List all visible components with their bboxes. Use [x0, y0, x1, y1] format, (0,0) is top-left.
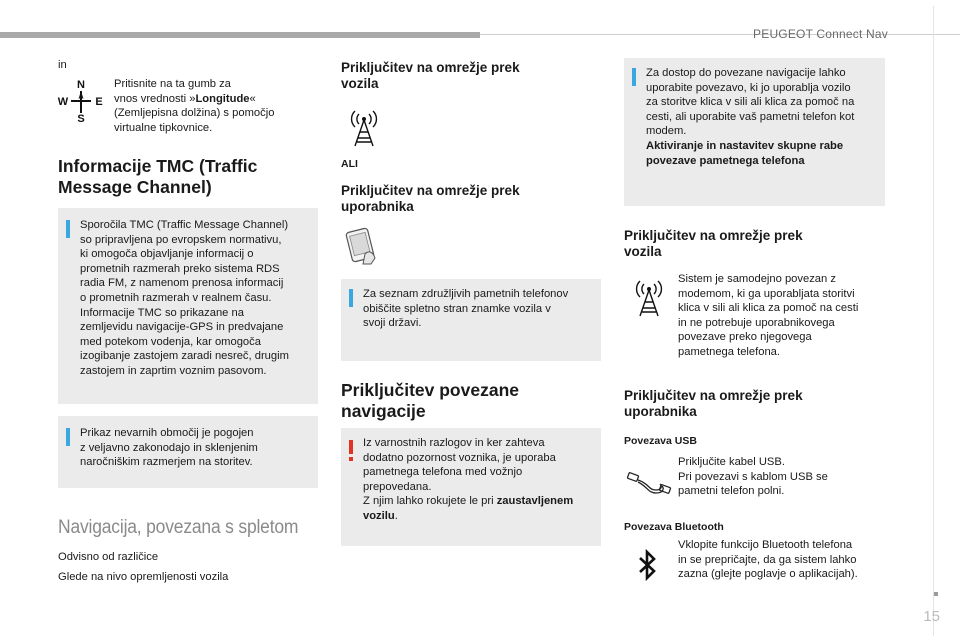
section-title-connected-navigation: Navigacija, povezana s spletom [58, 517, 299, 538]
tmc-info-text: Sporočila TMC (Traffic Message Channel) so pripravljena po evropskem normativu, ki omogoča objavljanje informacij o prometnih razmerah preko sistema RDS radia FM, z namenom prenosa informacij o prometnih razmerah v realnem času. Informacije TMC so prikazane na zemljevidu navigacije-GPS in predvajane med potekom vodenja, kar omogoča izogibanje zastojem zaradi nesreč, drugim zastojem in zaprtim voznim pasovom. [80, 219, 289, 377]
modem-info-text: Za dostop do povezane navigacije lahko uporabite povezavo, ki jo uporablja vozilo za storitve klica v sili ali klica za pomoč na cesti, ali uporabite vaš pametni telefon kot modem. Aktiviranje in nastavitev skupne rabe povezave pametnega telefona [646, 67, 855, 167]
warning-marker [349, 440, 353, 454]
or-label: ALI [341, 158, 358, 170]
info-marker [66, 220, 70, 238]
compass-w: W [57, 96, 69, 108]
page-dot [934, 592, 938, 596]
connected-nav-title: Priključitev povezane navigacije [341, 380, 519, 421]
compass-description: Pritisnite na ta gumb za vnos vrednosti »Longitude« (Zemljepisna dolžina) s pomočjo virtualne tipkovnice. [114, 78, 275, 134]
side-rule [933, 6, 934, 636]
safety-warning-text: Iz varnostnih razlogov in ker zahteva dodatno pozornost voznika, je uporaba pametnega telefona med vožnjo prepovedana. Z njim lahko rokujete le pri zaustavljenem vozilu. [363, 437, 574, 522]
intro-text: in [58, 59, 67, 71]
usb-cable-icon [626, 468, 672, 500]
compass-n: N [77, 79, 85, 91]
tmc-danger-box [58, 416, 318, 488]
tmc-info-box [58, 208, 318, 404]
usb-text: Priključite kabel USB. Pri povezavi s kablom USB se pametni telefon polni. [678, 456, 828, 498]
tmc-title: Informacije TMC (Traffic Message Channel) [58, 156, 258, 197]
bluetooth-icon [637, 548, 659, 582]
vehicle-connection-title-2: Priključitev na omrežje prek vozila [624, 228, 803, 259]
vehicle-connection-text: Sistem je samodejno povezan z modemom, ki ga uporabljata storitvi klica v sili ali klica za pomoč na cesti in ne potrebuje uporabnikovega povezave preko njegovega pametnega telefona. [678, 273, 859, 358]
compass-e: E [95, 96, 103, 108]
version-note: Odvisno od različice [58, 551, 159, 563]
running-header: PEUGEOT Connect Nav [753, 27, 888, 41]
info-marker [632, 68, 636, 86]
equipment-note: Glede na nivo opremljenosti vozila [58, 571, 229, 583]
antenna-icon [346, 108, 382, 148]
bluetooth-text: Vklopite funkcijo Bluetooth telefona in se prepričajte, da ga sistem lahko zazna (glejte poglavje o aplikacijah). [678, 539, 858, 581]
vehicle-connection-title: Priključitev na omrežje prek vozila [341, 60, 520, 91]
info-marker [66, 428, 70, 446]
modem-info-box [624, 58, 885, 206]
tmc-danger-text: Prikaz nevarnih območij je pogojen z veljavno zakonodajo in sklenjenim naročniškim razmerjem na storitev. [80, 427, 258, 469]
page-number: 15 [923, 608, 940, 625]
compass-s: S [77, 113, 85, 124]
header-bar [0, 32, 480, 38]
user-connection-title: Priključitev na omrežje prek uporabnika [341, 183, 520, 214]
usb-label: Povezava USB [624, 435, 697, 447]
bluetooth-label: Povezava Bluetooth [624, 521, 724, 533]
safety-warning-box [341, 428, 601, 546]
warning-marker-dot [349, 457, 353, 461]
smartphone-icon [343, 224, 383, 266]
user-connection-title-2: Priključitev na omrežje prek uporabnika [624, 388, 803, 419]
compass-icon [56, 78, 106, 124]
phones-info-text: Za seznam združljivih pametnih telefonov obiščite spletno stran znamke vozila v svoji državi. [363, 288, 569, 330]
antenna-icon [631, 278, 667, 318]
info-marker [349, 289, 353, 307]
header-rule [480, 34, 960, 35]
phones-info-box [341, 279, 601, 361]
